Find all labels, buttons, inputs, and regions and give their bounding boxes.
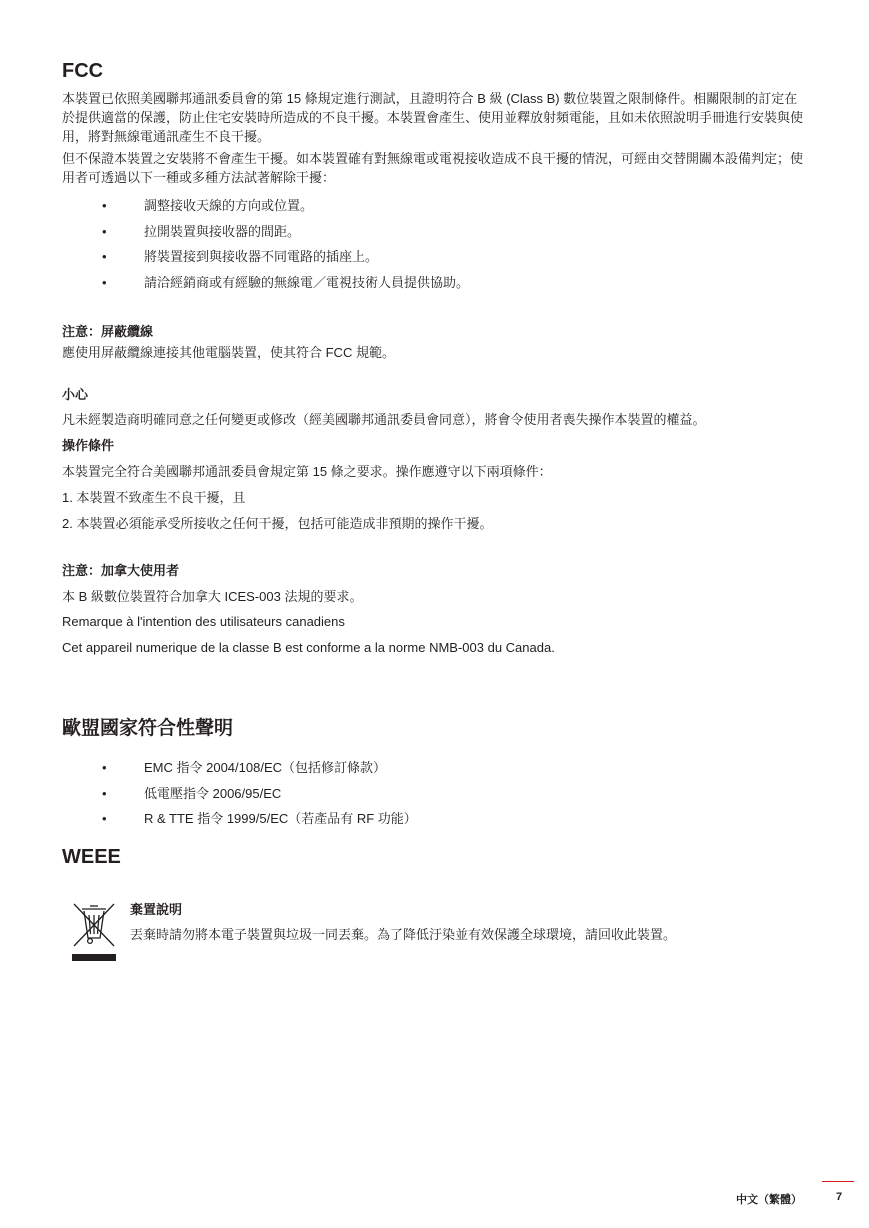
bullet-mark: • [102, 223, 107, 239]
fcc-title: FCC [62, 60, 104, 82]
list-item-text: 調整接收天線的方向或位置。 [144, 198, 314, 213]
bullet-mark: • [102, 811, 107, 826]
caution-heading: 小心 [62, 387, 89, 402]
list-item-text: 將裝置接到與接收器不同電路的插座上。 [144, 249, 379, 264]
list-item-text: 低電壓指令 2006/95/EC [144, 785, 282, 801]
operating-condition-1: 1. 本裝置不致產生不良干擾，且 [62, 490, 246, 505]
cable-notice-heading: 注意：屏蔽纜線 [62, 324, 154, 339]
weee-title: WEEE [62, 846, 121, 868]
footer-language-label: 中文（繁體） [736, 1194, 802, 1206]
fcc-paragraph-1: 本裝置已依照美國聯邦通訊委員會的第 15 條規定進行測試，且證明符合 B 級 (Class B) 數位裝置之限制條件。相關限制的訂定在於提供適當的保護，防止住宅安裝時所造成的不良干擾。本裝置會產生、使用並釋放射頻電能，且如未依照說明手冊進行安裝與使用，將對無線電通訊產生不良干擾。 [62, 91, 804, 144]
bullet-mark: • [102, 274, 107, 290]
canada-text-3: Cet appareil numerique de la classe B est conforme a la norme NMB-003 du Canada. [62, 640, 555, 655]
list-item-text: R & TTE 指令 1999/5/EC（若產品有 RF 功能） [144, 811, 417, 826]
bullet-mark: • [102, 249, 107, 264]
operating-text: 本裝置完全符合美國聯邦通訊委員會規定第 15 條之要求。操作應遵守以下兩項條件： [62, 464, 552, 479]
bullet-mark: • [102, 785, 107, 801]
operating-condition-2: 2. 本裝置必須能承受所接收之任何干擾，包括可能造成非預期的操作干擾。 [62, 516, 493, 531]
canada-text-2: Remarque à l'intention des utilisateurs canadiens [62, 614, 345, 629]
footer-page-number: 7 [836, 1191, 843, 1203]
bullet-mark: • [102, 198, 107, 213]
fcc-paragraph-2: 但不保證本裝置之安裝將不會產生干擾。如本裝置確有對無線電或電視接收造成不良干擾的情況，可經由交替開關本設備判定；使用者可透過以下一種或多種方法試著解除干擾： [62, 151, 804, 185]
crossed-out-wheelie-bin-icon [70, 900, 118, 964]
weee-text: 丟棄時請勿將本電子裝置與垃圾一同丟棄。為了降低汙染並有效保護全球環境，請回收此裝置。 [130, 927, 677, 942]
list-item-text: EMC 指令 2004/108/EC（包括修訂條款） [144, 760, 387, 775]
list-item-text: 請洽經銷商或有經驗的無線電／電視技術人員提供協助。 [144, 274, 470, 290]
cable-notice-text: 應使用屏蔽纜線連接其他電腦裝置，使其符合 FCC 規範。 [62, 345, 395, 360]
caution-text: 凡未經製造商明確同意之任何變更或修改（經美國聯邦通訊委員會同意），將會令使用者喪失操作本裝置的權益。 [62, 412, 706, 427]
weee-heading: 棄置說明 [130, 902, 183, 917]
canada-heading: 注意：加拿大使用者 [62, 563, 180, 578]
eu-title: 歐盟國家符合性聲明 [62, 718, 234, 739]
operating-heading: 操作條件 [62, 438, 115, 453]
bullet-mark: • [102, 760, 107, 775]
footer-accent-rule [822, 1181, 854, 1182]
canada-text-1: 本 B 級數位裝置符合加拿大 ICES-003 法規的要求。 [62, 589, 363, 604]
list-item-text: 拉開裝置與接收器的間距。 [144, 223, 301, 239]
